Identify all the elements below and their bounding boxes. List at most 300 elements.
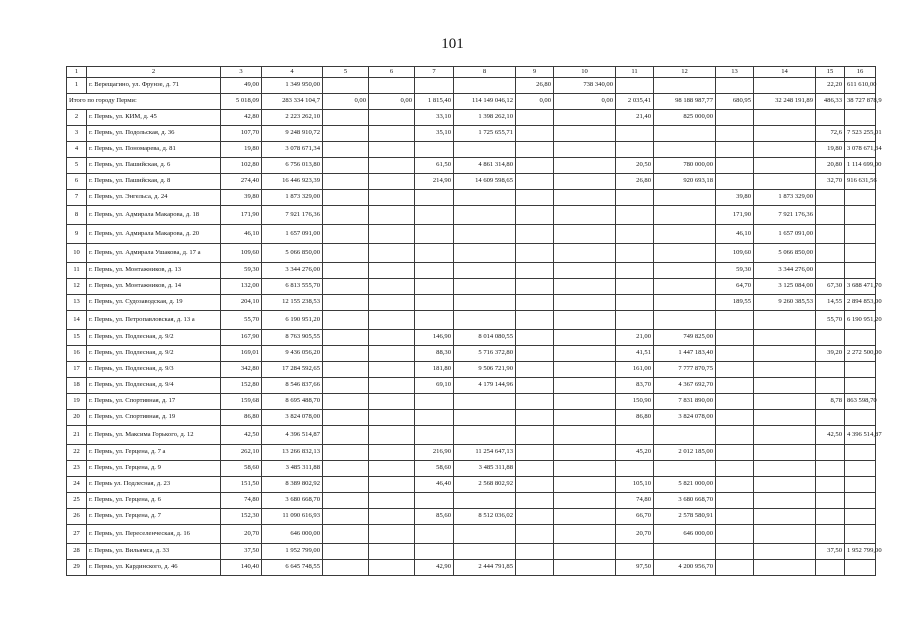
value-cell: 33,10 — [415, 110, 454, 126]
value-cell — [754, 426, 816, 445]
value-cell — [554, 142, 616, 158]
value-cell: 3 078 671,34 — [262, 142, 323, 158]
value-cell: 8 763 905,55 — [262, 330, 323, 346]
value-cell — [323, 445, 369, 461]
address-cell: г. Пермь, ул. Адмирала Макарова, д. 20 — [87, 225, 221, 244]
table-row — [67, 378, 876, 394]
value-cell — [415, 244, 454, 263]
table-row — [67, 174, 876, 190]
row-number-cell: 20 — [67, 410, 87, 426]
column-number-cell: 6 — [369, 67, 415, 78]
value-cell — [845, 461, 876, 477]
value-cell: 7 921 176,36 — [262, 206, 323, 225]
value-cell — [415, 142, 454, 158]
value-cell — [816, 477, 845, 493]
table-row — [67, 190, 876, 206]
table-row — [67, 78, 876, 94]
value-cell — [516, 426, 554, 445]
value-cell — [369, 78, 415, 94]
value-cell: 74,80 — [616, 493, 654, 509]
value-cell — [369, 445, 415, 461]
table-row — [67, 225, 876, 244]
value-cell — [516, 190, 554, 206]
value-cell — [816, 525, 845, 544]
value-cell — [754, 346, 816, 362]
value-cell: 13 266 832,13 — [262, 445, 323, 461]
row-number-cell: 21 — [67, 426, 87, 445]
value-cell — [323, 525, 369, 544]
address-cell: г. Пермь, ул. КИМ, д. 45 — [87, 110, 221, 126]
value-cell: 611 610,00 — [845, 78, 876, 94]
value-cell: 204,10 — [221, 295, 262, 311]
value-cell: 14 609 598,65 — [454, 174, 516, 190]
value-cell — [369, 346, 415, 362]
value-cell — [616, 295, 654, 311]
value-cell — [369, 279, 415, 295]
address-cell: г. Пермь, ул. Подлесная, д. 9/2 — [87, 346, 221, 362]
value-cell — [716, 509, 754, 525]
value-cell — [454, 142, 516, 158]
value-cell — [754, 544, 816, 560]
value-cell: 21,00 — [616, 330, 654, 346]
value-cell: 3 344 276,00 — [754, 263, 816, 279]
value-cell — [454, 263, 516, 279]
value-cell: 11 090 616,93 — [262, 509, 323, 525]
value-cell: 167,90 — [221, 330, 262, 346]
value-cell — [369, 206, 415, 225]
value-cell — [654, 461, 716, 477]
value-cell — [616, 426, 654, 445]
row-number-cell: 6 — [67, 174, 87, 190]
value-cell — [516, 158, 554, 174]
value-cell: 12 155 238,53 — [262, 295, 323, 311]
value-cell — [845, 362, 876, 378]
value-cell — [516, 560, 554, 576]
value-cell: 0,00 — [516, 94, 554, 110]
value-cell: 7 921 176,36 — [754, 206, 816, 225]
value-cell: 4 396 514,87 — [262, 426, 323, 445]
value-cell — [845, 509, 876, 525]
value-cell — [845, 206, 876, 225]
address-cell: г. Пермь, ул. Петропавловская, д. 13 а — [87, 311, 221, 330]
value-cell — [816, 225, 845, 244]
value-cell: 7 777 870,75 — [654, 362, 716, 378]
value-cell: 19,80 — [816, 142, 845, 158]
value-cell — [323, 174, 369, 190]
value-cell — [369, 362, 415, 378]
value-cell — [654, 142, 716, 158]
value-cell — [716, 330, 754, 346]
value-cell — [369, 311, 415, 330]
value-cell: 35,10 — [415, 126, 454, 142]
value-cell — [554, 509, 616, 525]
value-cell — [816, 362, 845, 378]
table-row — [67, 394, 876, 410]
value-cell — [754, 461, 816, 477]
value-cell: 5 821 000,00 — [654, 477, 716, 493]
value-cell: 6 813 555,70 — [262, 279, 323, 295]
value-cell: 6 756 013,80 — [262, 158, 323, 174]
value-cell: 9 260 385,53 — [754, 295, 816, 311]
value-cell: 20,50 — [616, 158, 654, 174]
value-cell — [415, 190, 454, 206]
value-cell: 42,80 — [221, 110, 262, 126]
value-cell — [754, 311, 816, 330]
value-cell: 98 188 987,77 — [654, 94, 716, 110]
value-cell — [816, 190, 845, 206]
value-cell — [369, 493, 415, 509]
value-cell — [654, 426, 716, 445]
value-cell — [516, 410, 554, 426]
value-cell — [554, 346, 616, 362]
row-number-cell: 2 — [67, 110, 87, 126]
value-cell: 6 645 748,55 — [262, 560, 323, 576]
column-number-cell: 8 — [454, 67, 516, 78]
value-cell — [323, 78, 369, 94]
value-cell — [616, 544, 654, 560]
address-cell: г. Пермь, ул. Судозаводская, д. 19 — [87, 295, 221, 311]
value-cell — [516, 295, 554, 311]
value-cell: 39,80 — [716, 190, 754, 206]
value-cell — [654, 244, 716, 263]
value-cell: 7 523 255,01 — [845, 126, 876, 142]
value-cell — [369, 244, 415, 263]
value-cell: 20,70 — [221, 525, 262, 544]
value-cell — [516, 174, 554, 190]
value-cell: 283 334 104,7 — [262, 94, 323, 110]
value-cell — [616, 263, 654, 279]
value-cell: 8 014 080,55 — [454, 330, 516, 346]
value-cell — [716, 410, 754, 426]
row-number-cell: 29 — [67, 560, 87, 576]
value-cell — [754, 525, 816, 544]
value-cell — [845, 330, 876, 346]
value-cell — [415, 206, 454, 225]
table-row — [67, 279, 876, 295]
value-cell: 1 349 950,00 — [262, 78, 323, 94]
value-cell — [516, 461, 554, 477]
table-row — [67, 244, 876, 263]
value-cell — [369, 477, 415, 493]
value-cell — [554, 263, 616, 279]
table-header-row — [67, 67, 876, 78]
value-cell — [654, 295, 716, 311]
value-cell — [754, 330, 816, 346]
value-cell — [716, 110, 754, 126]
column-number-cell: 10 — [554, 67, 616, 78]
value-cell — [554, 158, 616, 174]
value-cell — [616, 78, 654, 94]
row-number-cell: 8 — [67, 206, 87, 225]
value-cell — [323, 110, 369, 126]
value-cell — [554, 311, 616, 330]
value-cell — [454, 426, 516, 445]
value-cell: 8 695 488,70 — [262, 394, 323, 410]
value-cell — [454, 493, 516, 509]
value-cell: 738 340,00 — [554, 78, 616, 94]
value-cell — [554, 477, 616, 493]
total-row — [67, 94, 876, 110]
value-cell — [554, 493, 616, 509]
value-cell: 780 000,00 — [654, 158, 716, 174]
value-cell — [516, 509, 554, 525]
value-cell — [554, 426, 616, 445]
column-number-cell: 1 — [67, 67, 87, 78]
address-cell: г. Пермь, ул. Герцена, д. 6 — [87, 493, 221, 509]
value-cell — [454, 544, 516, 560]
value-cell: 69,10 — [415, 378, 454, 394]
address-cell: г. Пермь, ул. Подлесная, д. 9/3 — [87, 362, 221, 378]
column-number-cell: 2 — [87, 67, 221, 78]
value-cell: 55,70 — [816, 311, 845, 330]
value-cell: 58,60 — [415, 461, 454, 477]
value-cell — [716, 378, 754, 394]
value-cell — [516, 346, 554, 362]
value-cell: 8 389 802,92 — [262, 477, 323, 493]
value-cell — [516, 206, 554, 225]
value-cell: 102,80 — [221, 158, 262, 174]
value-cell: 39,20 — [816, 346, 845, 362]
value-cell — [716, 362, 754, 378]
value-cell — [716, 560, 754, 576]
address-cell: г. Пермь, ул. Спортивная, д. 17 — [87, 394, 221, 410]
value-cell: 64,70 — [716, 279, 754, 295]
value-cell — [816, 493, 845, 509]
value-cell — [554, 174, 616, 190]
value-cell — [516, 126, 554, 142]
value-cell: 20,80 — [816, 158, 845, 174]
value-cell: 61,50 — [415, 158, 454, 174]
value-cell: 3 078 671,34 — [845, 142, 876, 158]
value-cell — [845, 190, 876, 206]
value-cell: 114 149 046,12 — [454, 94, 516, 110]
value-cell: 59,30 — [716, 263, 754, 279]
value-cell: 1 952 799,00 — [845, 544, 876, 560]
value-cell: 72,6 — [816, 126, 845, 142]
value-cell: 214,90 — [415, 174, 454, 190]
value-cell: 86,80 — [221, 410, 262, 426]
table-row — [67, 346, 876, 362]
row-number-cell: 25 — [67, 493, 87, 509]
value-cell: 152,30 — [221, 509, 262, 525]
row-number-cell: 19 — [67, 394, 87, 410]
value-cell — [454, 394, 516, 410]
value-cell — [654, 311, 716, 330]
value-cell — [716, 461, 754, 477]
value-cell — [369, 544, 415, 560]
value-cell: 42,50 — [816, 426, 845, 445]
value-cell: 863 598,70 — [845, 394, 876, 410]
value-cell: 169,01 — [221, 346, 262, 362]
value-cell — [754, 509, 816, 525]
value-cell — [816, 263, 845, 279]
value-cell: 46,40 — [415, 477, 454, 493]
row-number-cell: 17 — [67, 362, 87, 378]
value-cell — [415, 263, 454, 279]
table-row — [67, 126, 876, 142]
column-number-cell: 9 — [516, 67, 554, 78]
value-cell — [323, 493, 369, 509]
value-cell: 105,10 — [616, 477, 654, 493]
value-cell — [845, 525, 876, 544]
value-cell: 107,70 — [221, 126, 262, 142]
value-cell: 3 125 084,00 — [754, 279, 816, 295]
value-cell: 109,60 — [221, 244, 262, 263]
row-number-cell: 18 — [67, 378, 87, 394]
value-cell — [369, 225, 415, 244]
address-cell: г. Верещагино, ул. Фрунзе, д. 71 — [87, 78, 221, 94]
value-cell — [716, 346, 754, 362]
value-cell — [323, 394, 369, 410]
value-cell: 825 000,00 — [654, 110, 716, 126]
value-cell: 2 568 802,92 — [454, 477, 516, 493]
value-cell — [516, 311, 554, 330]
value-cell — [454, 410, 516, 426]
row-number-cell: 9 — [67, 225, 87, 244]
value-cell: 55,70 — [221, 311, 262, 330]
value-cell — [754, 445, 816, 461]
value-cell — [554, 445, 616, 461]
value-cell — [554, 206, 616, 225]
value-cell — [654, 544, 716, 560]
value-cell — [754, 174, 816, 190]
value-cell: 1 398 262,10 — [454, 110, 516, 126]
total-label: Итого по городу Перми: — [67, 94, 221, 110]
value-cell — [516, 263, 554, 279]
value-cell: 5 066 850,00 — [754, 244, 816, 263]
value-cell: 38 727 878,9 — [845, 94, 876, 110]
value-cell — [616, 244, 654, 263]
value-cell — [454, 295, 516, 311]
value-cell — [323, 295, 369, 311]
value-cell: 0,00 — [369, 94, 415, 110]
table-row — [67, 509, 876, 525]
value-cell: 42,50 — [221, 426, 262, 445]
value-cell — [516, 279, 554, 295]
value-cell: 109,60 — [716, 244, 754, 263]
value-cell: 4 861 314,80 — [454, 158, 516, 174]
value-cell — [554, 560, 616, 576]
value-cell: 159,68 — [221, 394, 262, 410]
value-cell — [754, 126, 816, 142]
value-cell — [554, 330, 616, 346]
value-cell — [716, 525, 754, 544]
value-cell: 151,50 — [221, 477, 262, 493]
column-number-cell: 14 — [754, 67, 816, 78]
value-cell — [654, 206, 716, 225]
value-cell — [816, 206, 845, 225]
value-cell — [554, 190, 616, 206]
value-cell — [816, 110, 845, 126]
value-cell — [415, 225, 454, 244]
row-number-cell: 10 — [67, 244, 87, 263]
address-cell: г. Пермь, ул. Монтажников, д. 14 — [87, 279, 221, 295]
value-cell: 140,40 — [221, 560, 262, 576]
value-cell — [323, 362, 369, 378]
table-row — [67, 311, 876, 330]
value-cell — [454, 190, 516, 206]
value-cell — [323, 142, 369, 158]
value-cell — [369, 525, 415, 544]
value-cell — [369, 126, 415, 142]
value-cell — [845, 263, 876, 279]
table-row — [67, 110, 876, 126]
value-cell — [323, 206, 369, 225]
value-cell: 1 657 091,00 — [754, 225, 816, 244]
value-cell — [516, 244, 554, 263]
value-cell — [616, 126, 654, 142]
value-cell — [554, 244, 616, 263]
value-cell — [454, 225, 516, 244]
value-cell — [554, 126, 616, 142]
row-number-cell: 22 — [67, 445, 87, 461]
value-cell: 8,78 — [816, 394, 845, 410]
value-cell — [654, 78, 716, 94]
value-cell — [716, 158, 754, 174]
value-cell: 3 688 471,70 — [845, 279, 876, 295]
value-cell — [554, 410, 616, 426]
address-cell: г. Пермь, ул. Монтажников, д. 13 — [87, 263, 221, 279]
value-cell — [654, 263, 716, 279]
value-cell — [369, 110, 415, 126]
column-number-cell: 4 — [262, 67, 323, 78]
value-cell — [845, 560, 876, 576]
value-cell: 0,00 — [323, 94, 369, 110]
value-cell — [369, 509, 415, 525]
value-cell — [323, 225, 369, 244]
value-cell — [415, 311, 454, 330]
value-cell: 9 436 056,20 — [262, 346, 323, 362]
table-row — [67, 461, 876, 477]
address-cell: г. Пермь, ул. Герцена, д. 7 а — [87, 445, 221, 461]
value-cell — [323, 126, 369, 142]
value-cell — [516, 378, 554, 394]
value-cell: 5 018,09 — [221, 94, 262, 110]
value-cell: 2 272 500,00 — [845, 346, 876, 362]
value-cell — [516, 362, 554, 378]
value-cell: 8 512 036,02 — [454, 509, 516, 525]
value-cell: 1 815,40 — [415, 94, 454, 110]
value-cell: 1 114 699,00 — [845, 158, 876, 174]
row-number-cell: 15 — [67, 330, 87, 346]
value-cell — [323, 477, 369, 493]
table-row — [67, 560, 876, 576]
value-cell: 171,90 — [221, 206, 262, 225]
table-row — [67, 410, 876, 426]
value-cell — [845, 110, 876, 126]
value-cell: 262,10 — [221, 445, 262, 461]
value-cell — [516, 110, 554, 126]
value-cell: 3 680 668,70 — [262, 493, 323, 509]
address-cell: г. Пермь, ул. Герцена, д. 7 — [87, 509, 221, 525]
value-cell: 4 200 956,70 — [654, 560, 716, 576]
value-cell: 3 485 311,88 — [262, 461, 323, 477]
value-cell: 3 344 276,00 — [262, 263, 323, 279]
address-cell: г. Пермь, ул. Пашийская, д. 8 — [87, 174, 221, 190]
value-cell — [454, 311, 516, 330]
value-cell — [816, 461, 845, 477]
value-cell — [415, 544, 454, 560]
value-cell — [454, 525, 516, 544]
value-cell — [369, 394, 415, 410]
table-row — [67, 263, 876, 279]
value-cell — [554, 544, 616, 560]
value-cell — [369, 174, 415, 190]
column-number-cell: 11 — [616, 67, 654, 78]
address-cell: г. Пермь, ул. Адмирала Макарова, д. 18 — [87, 206, 221, 225]
value-cell — [716, 311, 754, 330]
value-cell — [616, 279, 654, 295]
